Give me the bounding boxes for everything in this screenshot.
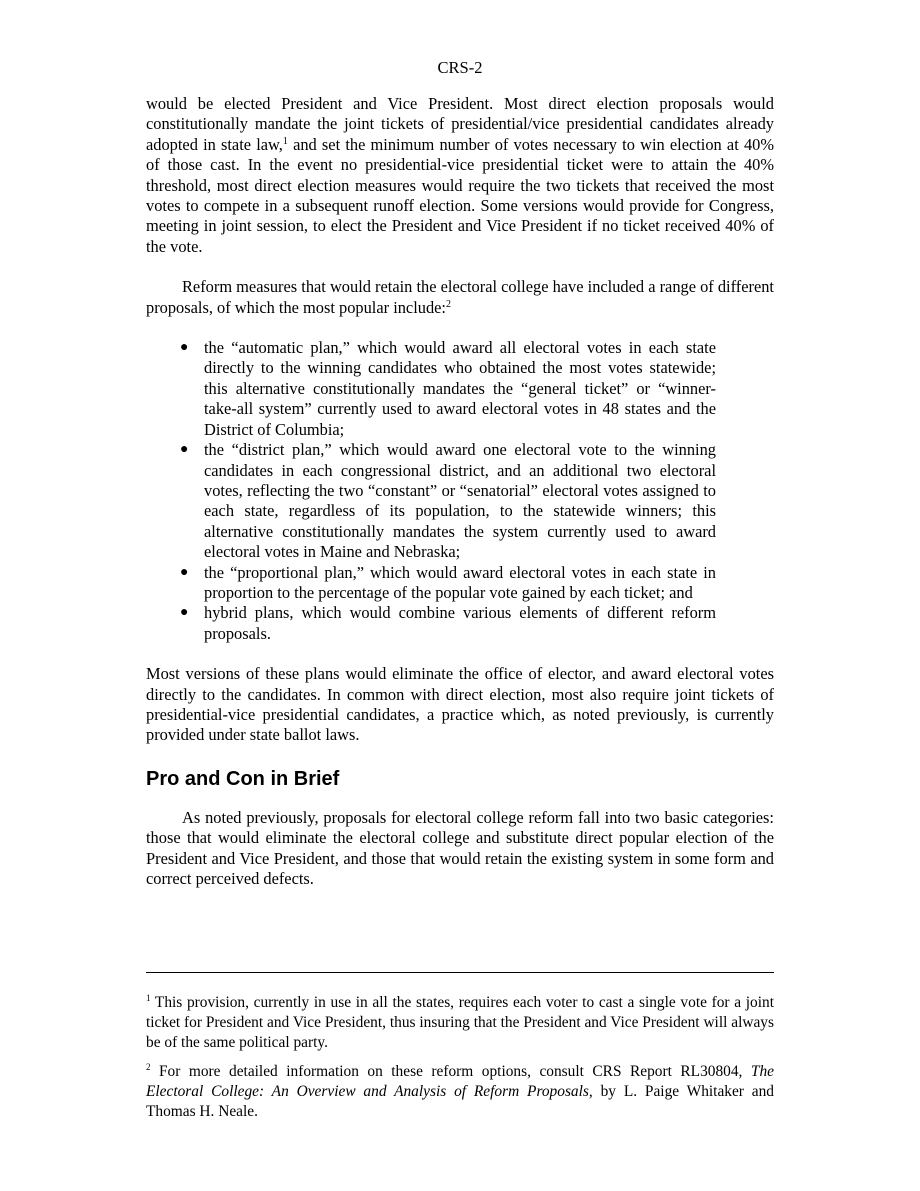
paragraph-direct-election — [146, 94, 774, 257]
footnote-text: by L. Paige Whitaker and Thomas H. Neale. — [146, 1083, 774, 1120]
footnotes — [146, 993, 774, 1122]
list-item-text: the “proportional plan,” which would award electoral votes in each state in proportion to the percentage of the popular vote gained by each ticket; and — [204, 562, 716, 602]
cited-report-title: The Electoral College: An Overview and Analysis of Reform Proposals, — [146, 1063, 774, 1100]
paragraph-pro-con: As noted previously, proposals for electoral college reform fall into two basic categories: those that would eliminate the electoral college and substitute direct popular election of the President and Vice President, and those that would retain the existing system in some form and correct perceived defects. — [146, 807, 774, 888]
footnote-text: This provision, currently in use in all the states, requires each voter to cast a single vote for a joint ticket for President and Vice President, thus insuring that the President and Vice President will always be of the same political party. — [146, 994, 774, 1051]
list-item-hybrid-plans — [146, 603, 716, 644]
reform-plans-list — [146, 338, 716, 644]
list-item-district-plan — [146, 440, 716, 562]
list-item-text: the “automatic plan,” which would award all electoral votes in each state directly to the winning candidates who obtained the most votes statewide; this alternative constitutionally mandates the “general ticket” or “winner-take-all system” currently used to award electoral votes in 48 states and the District of Columbia; — [204, 338, 716, 439]
footnote-2 — [146, 1062, 774, 1122]
paragraph-reform-measures — [146, 277, 774, 318]
bullet-icon: ● — [180, 605, 189, 621]
list-item-proportional-plan — [146, 563, 716, 604]
list-item-text: the “district plan,” which would award one electoral vote to the winning candidates in each congressional district, and an additional two electoral votes, reflecting the two “constant” or “senatorial” electoral votes assigned to each state, regardless of its population, to the statewide winners; this alternative constitutionally mandates the system currently used to award electoral votes in Maine and Nebraska; — [204, 440, 716, 562]
body-text — [146, 94, 774, 889]
paragraph-plan-versions: Most versions of these plans would eliminate the office of elector, and award electoral votes directly to the candidates. In common with direct election, most also require joint tickets of presidential-vice presidential candidates, a practice which, as noted previously, is currently provided under state ballot laws. — [146, 664, 774, 745]
list-item-text: hybrid plans, which would combine various elements of different reform proposals. — [204, 603, 716, 643]
footnote-divider — [146, 972, 774, 973]
footnote-ref-2[interactable]: 2 — [446, 298, 451, 310]
footnote-ref-1[interactable]: 1 — [282, 135, 288, 147]
bullet-icon: ● — [180, 564, 189, 580]
paragraph-text: would be elected President and Vice President. Most direct election proposals would constitutionally mandate the joint tickets of presidential/vice presidential candidates already adopted in state law, — [146, 94, 774, 154]
paragraph-text: Reform measures that would retain the electoral college have included a range of different proposals, of which the most popular include: — [146, 277, 774, 317]
list-item-automatic-plan — [146, 338, 716, 440]
footnote-mark-1: 1 — [146, 993, 151, 1003]
bullet-icon: ● — [180, 442, 189, 458]
bullet-icon: ● — [180, 340, 189, 356]
page-number-header: CRS-2 — [437, 58, 483, 77]
footnote-mark-2: 2 — [146, 1062, 151, 1072]
section-heading: Pro and Con in Brief — [146, 767, 340, 790]
footnote-text: For more detailed information on these reform options, consult CRS Report RL30804, — [150, 1063, 751, 1080]
paragraph-text: and set the minimum number of votes necessary to win election at 40% of those cast. In the event no presidential-vice presidential ticket were to attain the 40% threshold, most direct election measures would require the two tickets that received the most votes to compete in a subsequent runoff election. Some versions would provide for Congress, meeting in joint session, to elect the President and Vice President if no ticket received 40% of the vote. — [146, 134, 774, 256]
footnote-1 — [146, 993, 774, 1053]
